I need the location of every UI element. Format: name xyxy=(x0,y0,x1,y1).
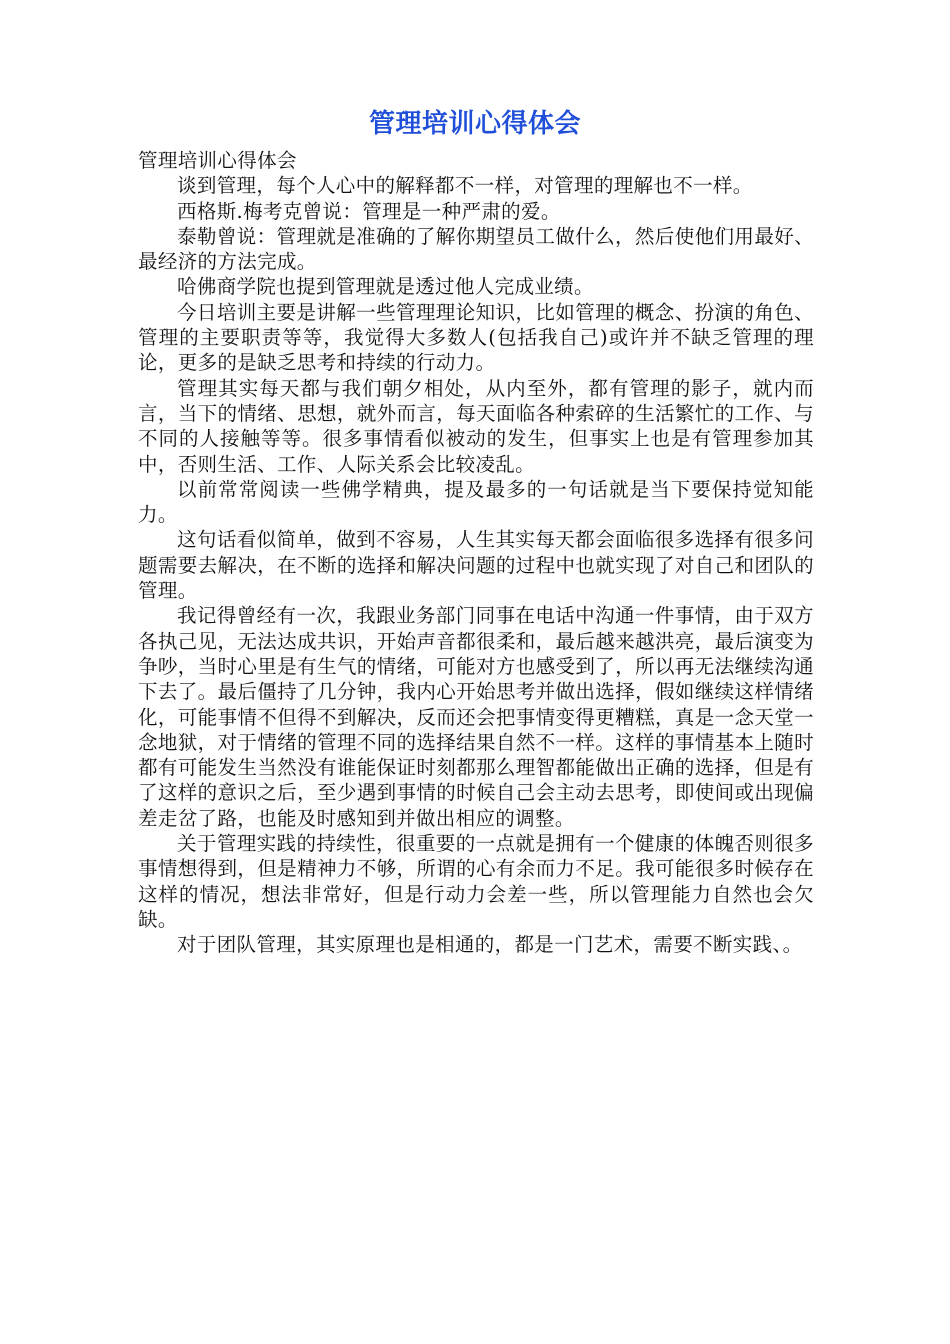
document-body xyxy=(138,148,814,958)
paragraph: 关于管理实践的持续性，很重要的一点就是拥有一个健康的体魄否则很多事情想得到，但是精神力不够，所谓的心有余而力不足。我可能很多时候存在这样的情况，想法非常好，但是行动力会差一些，所以管理能力自然也会欠缺。 xyxy=(138,832,814,931)
paragraph: 对于团队管理，其实原理也是相通的，都是一门艺术，需要不断实践、。 xyxy=(177,933,803,957)
paragraph: 这句话看似简单，做到不容易，人生其实每天都会面临很多选择有很多问题需要去解决，在不断的选择和解决问题的过程中也就实现了对自己和团队的管理。 xyxy=(138,528,814,603)
paragraph: 泰勒曾说：管理就是准确的了解你期望员工做什么，然后使他们用最好、最经济的方法完成。 xyxy=(138,224,814,274)
paragraph: 管理其实每天都与我们朝夕相处，从内至外，都有管理的影子，就内而言，当下的情绪、思想，就外而言，每天面临各种索碎的生活繁忙的工作、与不同的人接触等等。很多事情看似被动的发生，但事实上也是有管理参加其中，否则生活、工作、人际关系会比较凌乱。 xyxy=(138,376,814,476)
paragraph: 谈到管理，每个人心中的解释都不一样，对管理的理解也不一样。 xyxy=(177,174,753,198)
paragraph: 哈佛商学院也提到管理就是透过他人完成业绩。 xyxy=(177,275,594,299)
paragraph: 我记得曾经有一次，我跟业务部门同事在电话中沟通一件事情，由于双方各执己见，无法达成共识，开始声音都很柔和，最后越来越洪亮，最后演变为争吵，当时心里是有生气的情绪，可能对方也感受到了，所以再无法继续沟通下去了。最后僵持了几分钟，我内心开始思考并做出选择，假如继续这样情绪化，可能事情不但得不到解决，反而还会把事情变得更糟糕，真是一念天堂一念地狱，对于情绪的管理不同的选择结果自然不一样。这样的事情基本上随时都有可能发生当然没有谁能保证时刻都那么理智都能做出正确的选择，但是有了这样的意识之后，至少遇到事情的时候自己会主动去思考，即使间或出现偏差走岔了路，也能及时感知到并做出相应的调整。 xyxy=(138,604,814,830)
paragraph: 今日培训主要是讲解一些管理理论知识，比如管理的概念、扮演的角色、管理的主要职责等等，我觉得大多数人(包括我自己)或许并不缺乏管理的理论，更多的是缺乏思考和持续的行动力。 xyxy=(138,300,814,375)
paragraph: 以前常常阅读一些佛学精典，提及最多的一句话就是当下要保持觉知能力。 xyxy=(138,477,814,527)
paragraph: 西格斯.梅考克曾说：管理是一种严肃的爱。 xyxy=(177,199,561,223)
document-title: 管理培训心得体会 xyxy=(368,109,581,139)
document-subtitle: 管理培训心得体会 xyxy=(138,149,297,172)
